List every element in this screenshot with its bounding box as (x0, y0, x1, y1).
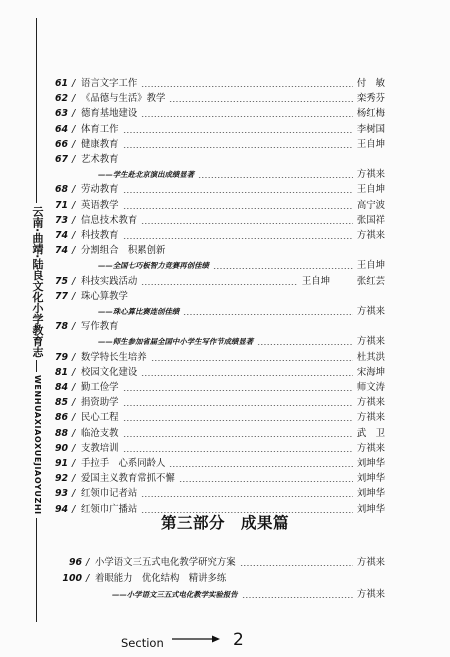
toc-entry (48, 122, 385, 137)
entry-title: 英语教学 (81, 199, 119, 211)
entry-page-number: 100 (62, 573, 82, 584)
entry-separator: / (72, 199, 76, 211)
entry-separator: / (72, 108, 76, 120)
toc-entry (48, 243, 385, 258)
entry-author: 方祺来 (356, 336, 385, 348)
entry-title: 信息技术教育 (81, 214, 138, 226)
entry-author: 付 敏 (356, 78, 385, 89)
entry-page-number: 90 (54, 442, 68, 454)
toc-entry (48, 350, 385, 365)
dot-leader (123, 420, 353, 421)
entry-title: 临沧支教 (81, 427, 119, 439)
entry-author: 杜其洪 (356, 351, 385, 363)
entry-separator: / (72, 488, 76, 500)
arrow-right-icon (172, 634, 220, 644)
toc-entry (48, 456, 385, 471)
dot-leader (123, 436, 353, 437)
entry-author: 王自坤 (356, 138, 385, 150)
entry-page-number: 67 (54, 154, 68, 165)
entry-title: 体育工作 (81, 123, 119, 135)
entry-author: 王自坤 (356, 260, 385, 272)
entry-author: 方祺来 (356, 397, 385, 409)
dot-leader (123, 192, 353, 193)
entry-title: 语言文字工作 (81, 78, 138, 89)
entry-title: 科技教育 (81, 230, 119, 241)
entry-page-number: 78 (54, 321, 68, 333)
entry-page-number: 63 (54, 108, 68, 120)
entry-separator: / (86, 557, 90, 568)
entry-separator: / (72, 351, 76, 363)
dot-leader (123, 390, 353, 391)
toc-entry (48, 486, 385, 501)
entry-author: 张国祥 (356, 214, 385, 226)
entry-separator: / (72, 366, 76, 378)
dot-leader (123, 132, 353, 133)
entry-page-number: 88 (54, 427, 68, 439)
entry-author: 王自坤 (356, 184, 385, 196)
toc-entry (48, 213, 385, 228)
entry-author: 高宁波 (356, 199, 385, 211)
entry-title: 校园文化建设 (81, 366, 138, 378)
entry-title: 小学语文三五式电化教学研究方案 (95, 557, 236, 568)
entry-author: 刘坤华 (356, 488, 385, 500)
toc-entry (48, 471, 385, 486)
entry-title: 捐资助学 (81, 397, 119, 409)
toc-entry (48, 380, 385, 395)
entry-author: 方祺来 (356, 169, 385, 181)
entry-page-number: 61 (54, 78, 68, 89)
entry-author: 方祺来 (356, 589, 385, 600)
entry-title: 珠心算教学 (81, 290, 128, 302)
entry-page-number: 62 (54, 93, 68, 105)
entry-title: 着眼能力 优化结构 精讲多练 (95, 573, 227, 584)
entry-author: 方祺来 (356, 442, 385, 454)
entry-title: 分割组合 积累创新 (81, 245, 166, 257)
entry-author: 杨红梅 (356, 108, 385, 120)
entry-separator: / (72, 321, 76, 333)
entry-subtitle: ——珠心算比赛连创佳绩 (98, 307, 180, 316)
entry-author: 师文涛 (356, 382, 385, 393)
entry-page-number: 74 (54, 230, 68, 241)
entry-subtitle: ——学生赴北京演出成绩显著 (98, 170, 195, 180)
dot-leader (123, 238, 353, 239)
entry-separator: / (72, 78, 76, 89)
toc-entry (48, 395, 385, 410)
toc-entry (62, 555, 385, 570)
entry-author: 方祺来 (356, 306, 385, 317)
dot-leader (169, 466, 353, 467)
toc-entry (48, 319, 385, 334)
toc-entry (48, 198, 385, 213)
dot-leader (123, 147, 353, 148)
entry-author: 武 卫 (356, 427, 385, 439)
entry-separator: / (72, 427, 76, 439)
entry-separator: / (72, 442, 76, 454)
entry-title: 红领巾广播站 (81, 503, 138, 515)
entry-author: 刘坤华 (356, 473, 385, 485)
dot-leader (213, 268, 353, 269)
dot-leader (198, 177, 353, 178)
entry-title: 数学特长生培养 (81, 351, 147, 363)
dot-leader (151, 360, 353, 361)
toc-entry (48, 410, 385, 425)
toc-entry-subtitle-line (62, 587, 385, 602)
page-number: 2 (233, 630, 244, 650)
entry-title: 勤工俭学 (81, 382, 119, 393)
toc-entry-subtitle-line (48, 304, 385, 319)
toc-entry (48, 441, 385, 456)
dot-leader (141, 496, 353, 497)
dot-leader (179, 481, 353, 482)
entry-separator: / (72, 503, 76, 515)
entry-title: 艺术教育 (81, 154, 119, 165)
entry-author: 王自坤 (301, 275, 330, 287)
dot-leader (240, 565, 353, 566)
entry-title: 支教培训 (81, 442, 119, 454)
side-title-chinese: 云南·曲靖·陆良文化小学教育志 (30, 203, 44, 360)
entry-title: 健康教育 (81, 138, 119, 150)
dot-leader (123, 451, 353, 452)
toc-entry (48, 274, 385, 289)
entry-separator: / (72, 138, 76, 150)
dot-leader (123, 405, 353, 406)
entry-subtitle: ——全国七巧板智力竞赛再创佳绩 (98, 261, 209, 271)
entry-separator: / (72, 382, 76, 393)
toc-entry-subtitle-line (48, 258, 385, 273)
entry-title: 写作教育 (81, 321, 119, 333)
entry-separator: / (72, 458, 76, 469)
footer-section-label: Section (121, 636, 164, 650)
entry-subtitle: ——小学语文三五式电化教学实验报告 (112, 590, 238, 599)
entry-separator: / (86, 573, 90, 584)
toc-entry (48, 76, 385, 91)
entry-author: 刘坤华 (356, 503, 385, 515)
entry-author: 方祺来 (356, 557, 385, 568)
entry-page-number: 68 (54, 184, 68, 196)
side-title-english: WENHUAXIAOXUEJIAOYUZHI (30, 372, 42, 518)
entry-author: 方祺来 (356, 230, 385, 241)
entry-page-number: 84 (54, 382, 68, 393)
entry-title: 劳动教育 (81, 184, 119, 196)
dot-leader (141, 86, 353, 87)
entry-separator: / (72, 230, 76, 241)
entry-separator: / (72, 93, 76, 105)
entry-page-number: 91 (54, 458, 68, 469)
entry-page-number: 64 (54, 123, 68, 135)
entry-title: 红领巾记者站 (81, 488, 138, 500)
entry-page-number: 96 (68, 557, 82, 568)
toc-entry (48, 182, 385, 197)
entry-page-number: 71 (54, 199, 68, 211)
dot-leader (141, 284, 298, 285)
toc-entry (48, 228, 385, 243)
entry-author: 栾秀芬 (356, 93, 385, 105)
entry-title: 《品德与生活》教学 (81, 93, 166, 105)
entry-title: 手拉手 心系同龄人 (81, 458, 166, 469)
entry-author: 刘坤华 (356, 458, 385, 469)
entry-separator: / (72, 245, 76, 257)
toc-entry (48, 426, 385, 441)
entry-page-number: 73 (54, 214, 68, 226)
dot-leader (257, 344, 353, 345)
toc-entry (48, 289, 385, 304)
entry-title: 民心工程 (81, 412, 119, 424)
entry-separator: / (72, 184, 76, 196)
dot-leader (169, 101, 353, 102)
entry-page-number: 94 (54, 503, 68, 515)
entry-author: 方祺来 (356, 412, 385, 424)
entry-author: 宋海坤 (356, 366, 385, 378)
entry-page-number: 66 (54, 138, 68, 150)
dot-leader (141, 116, 353, 117)
entry-author: 张红芸 (356, 275, 385, 287)
entry-page-number: 93 (54, 488, 68, 500)
entry-title: 科技实践活动 (81, 275, 138, 287)
entry-separator: / (72, 214, 76, 226)
dot-leader (123, 208, 353, 209)
dot-leader (141, 375, 353, 376)
toc-entry (48, 91, 385, 106)
toc-entry-subtitle-line (48, 334, 385, 349)
dot-leader (183, 314, 353, 315)
entry-page-number: 79 (54, 351, 68, 363)
entry-subtitle: ——师生参加省届全国中小学生写作节成绩显著 (98, 337, 254, 347)
entry-separator: / (72, 275, 76, 287)
entry-separator: / (72, 290, 76, 302)
entry-page-number: 86 (54, 412, 68, 424)
entry-title: 德育基地建设 (81, 108, 138, 120)
entry-page-number: 74 (54, 245, 68, 257)
dot-leader (141, 223, 353, 224)
toc-entry (62, 571, 385, 586)
toc-entry (48, 106, 385, 121)
entry-title: 爱国主义教育常抓不懈 (81, 473, 175, 485)
dot-leader (242, 597, 353, 598)
entry-separator: / (72, 473, 76, 485)
entry-page-number: 92 (54, 473, 68, 485)
entry-page-number: 85 (54, 397, 68, 409)
toc-entry (48, 137, 385, 152)
entry-separator: / (72, 397, 76, 409)
toc-entry-subtitle-line (48, 167, 385, 182)
toc-entry (48, 152, 385, 167)
toc-entry (48, 365, 385, 380)
entry-page-number: 81 (54, 366, 68, 378)
entry-page-number: 75 (54, 275, 68, 287)
part-three-heading: 第三部分 成果篇 (160, 514, 289, 532)
entry-separator: / (72, 154, 76, 165)
entry-separator: / (72, 412, 76, 424)
entry-separator: / (72, 123, 76, 135)
entry-page-number: 77 (54, 290, 68, 302)
entry-author: 李树国 (356, 123, 385, 135)
